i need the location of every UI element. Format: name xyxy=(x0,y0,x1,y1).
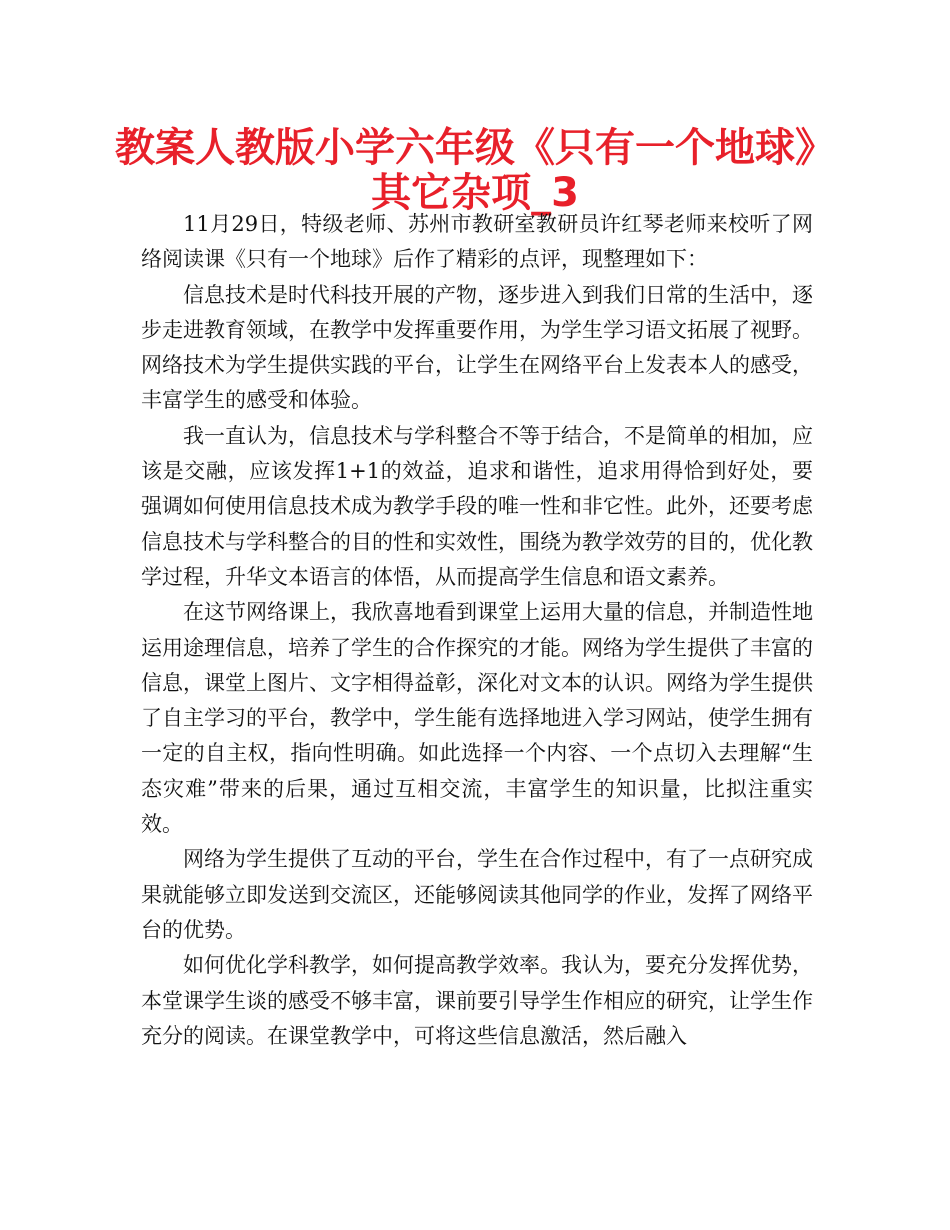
document-title-line-1: 教案人教版小学六年级《只有一个地球》 xyxy=(115,125,835,171)
paragraph-5: 网络为学生提供了互动的平台，学生在合作过程中，有了一点研究成果就能够立即发送到交流区，还能够阅读其他同学的作业，发挥了网络平台的优势。 xyxy=(141,847,813,942)
document-title-line-2: 其它杂项_3 xyxy=(371,170,579,216)
paragraph-1: 11月29日，特级老师、苏州市教研室教研员许红琴老师来校听了网络阅读课《只有一个地球》后作了精彩的点评，现整理如下： xyxy=(141,212,813,272)
paragraph-4: 在这节网络课上，我欣喜地看到课堂上运用大量的信息，并制造性地运用途理信息，培养了学生的合作探究的才能。网络为学生提供了丰富的信息，课堂上图片、文字相得益彰，深化对文本的认识。网络为学生提供了自主学习的平台，教学中，学生能有选择地进入学习网站，使学生拥有一定的自主权，指向性明确。如此选择一个内容、一个点切入去理解“生态灾难”带来的后果，通过互相交流，丰富学生的知识量，比拟注重实效。 xyxy=(141,600,813,837)
paragraph-6: 如何优化学科教学，如何提高教学效率。我认为，要充分发挥优势，本堂课学生谈的感受不够丰富，课前要引导学生作相应的研究，让学生作充分的阅读。在课堂教学中，可将这些信息激活，然后融入 xyxy=(141,953,813,1048)
paragraph-2: 信息技术是时代科技开展的产物，逐步进入到我们日常的生活中，逐步走进教育领域，在教学中发挥重要作用，为学生学习语文拓展了视野。网络技术为学生提供实践的平台，让学生在网络平台上发表本人的感受，丰富学生的感受和体验。 xyxy=(141,282,813,413)
paragraph-3: 我一直认为，信息技术与学科整合不等于结合，不是简单的相加，应该是交融，应该发挥1+1的效益，追求和谐性，追求用得恰到好处，要强调如何使用信息技术成为教学手段的唯一性和非它性。此外，还要考虑信息技术与学科整合的目的性和实效性，围绕为教学效劳的目的，优化教学过程，升华文本语言的体悟，从而提高学生信息和语文素养。 xyxy=(141,423,813,589)
document-body xyxy=(141,207,813,1054)
